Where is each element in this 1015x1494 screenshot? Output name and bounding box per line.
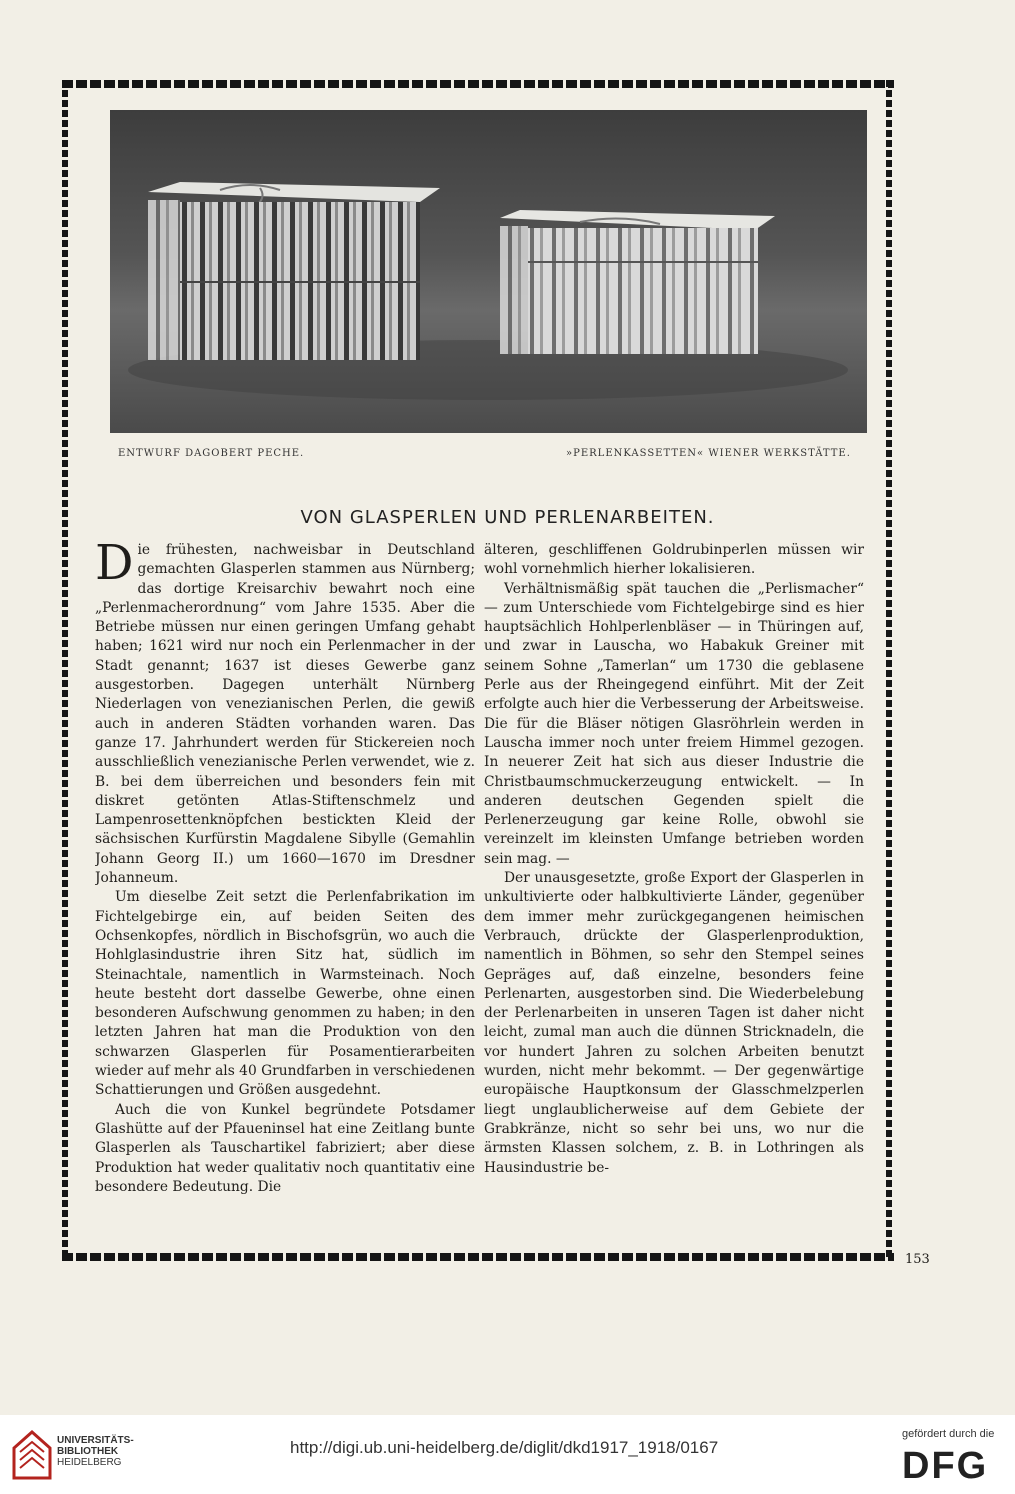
right-border (886, 80, 892, 1260)
bottom-border (62, 1253, 894, 1261)
library-line3: HEIDELBERG (57, 1457, 122, 1468)
library-name[interactable] (57, 1435, 134, 1468)
paragraph-text: ie frühesten, nachweisbar in Deutschland gemachten Glasperlen stammen aus Nürnberg; das dortige Kreisarchiv bewahrt noch eine „Perlenmacherordnung“ vom Jahre 1535. Aber die Betriebe müssen nur einen geringen Umfang gehabt haben; 1621 wird nur noch ein Perlenmacher in der Stadt genannt; 1637 ist dieses Gewerbe ganz ausgestorben. Dagegen unterhält Nürnberg Niederlagen von venezianischen Perlen, die gewiß auch in anderen Städten vorhanden waren. Das ganze 17. Jahrhundert werden für Stickereien noch ausschließlich venezianische Perlen verwendet, wie z. B. bei dem überreichen und besonders fein mit diskret getönten Atlas-Stiftenschmelz und Lampenrosettenknöpfchen bestickten Kleid der sächsischen Kurfürstin Magdalene Sibylle (Gemahlin Johann Georg II.) um 1660—1670 im Dresdner Johanneum. (95, 542, 475, 887)
source-url-link[interactable]: http://digi.ub.uni-heidelberg.de/diglit/dkd1917_1918/0167 (290, 1438, 719, 1457)
paragraph: Verhältnismäßig spät tauchen die „Perlismacher“ — zum Unterschiede vom Fichtelgebirge sind es hier hauptsächlich Hohlperlenbläser — in Thüringen auf, und zwar in Lauscha, wo Habakuk Greiner mit seinem Sohne „Tamerlan“ um 1730 die geblasene Perle aus der Rheingegend einführt. Mit der Zeit erfolgte auch hier die Verbesserung der Arbeitsweise. Die für die Bläser nötigen Glasröhrlein werden in Lauscha immer noch unter freiem Himmel gezogen. In neuerer Zeit hat sich aus dieser Industrie die Christbaumschmuckerzeugung entwickelt. — In anderen deutschen Gegenden spielt die Perlenerzeugung gar keine Rolle, obwohl sie vereinzelt im kleinsten Umfange betrieben worden sein mag. — (484, 580, 864, 867)
university-library-logo-icon[interactable] (12, 1430, 52, 1480)
funding-label: gefördert durch die (902, 1428, 995, 1440)
paragraph: älteren, geschliffenen Goldrubinperlen müssen wir wohl vornehmlich hierher lokalisieren. (484, 542, 864, 578)
paragraph (95, 541, 475, 888)
bead-boxes-illustration (110, 110, 867, 433)
library-line2: BIBLIOTHEK (57, 1446, 119, 1457)
caption-left: ENTWURF DAGOBERT PECHE. (118, 448, 305, 459)
caption-right: »PERLENKASSETTEN« WIENER WERKSTÄTTE. (566, 448, 851, 459)
right-column (484, 541, 864, 1251)
dfg-logo[interactable]: DFG (902, 1445, 989, 1487)
top-border (62, 80, 894, 88)
library-line1: UNIVERSITÄTS- (57, 1435, 134, 1446)
footer-bar (0, 1415, 1015, 1494)
paragraph: Um dieselbe Zeit setzt die Perlenfabrikation im Fichtelgebirge ein, auf beiden Seiten des Ochsenkopfes, nördlich in Bischofsgrün, wo auch die Hohlglasindustrie ihren Sitz hat, südlich im Steinachtale, namentlich in Warmsteinach. Noch heute besteht dort dasselbe Gewerbe, ohne einen besonderen Aufschwung genommen zu haben; in den letzten Jahren hat man die Produktion von den schwarzen Glasperlen für Posamentierarbeiten wieder auf mehr als 40 Grundfarben in verschiedenen Schattierungen und Größen ausgedehnt. (95, 889, 475, 1099)
left-column (95, 541, 475, 1251)
paragraph: Auch die von Kunkel begründete Potsdamer Glashütte auf der Pfaueninsel hat eine Zeitlang bunte Glasperlen als Tauschartikel fabriziert; aber diese Produktion hat weder qualitativ noch quantitativ eine besondere Bedeutung. Die (95, 1101, 475, 1195)
photo-bead-boxes (110, 110, 867, 433)
article-title: VON GLASPERLEN UND PERLENARBEITEN. (300, 507, 715, 528)
paragraph: Der unausgesetzte, große Export der Glasperlen in unkultivierte oder halbkultivierte Länder, gegenüber dem immer mehr zurückgegangenen heimischen Verbrauch, drückte der Glasperlenproduktion, namentlich in Böhmen, so sehr den Stempel seines Gepräges auf, daß einzelne, besonders feine Perlenarten, ausgestorben sind. Die Wiederbelebung der Perlenarbeiten in unseren Tagen ist daher nicht leicht, zumal man auch die dünnen Stricknadeln, die vor hundert Jahren zu solchen Arbeiten benutzt wurden, nicht mehr bekommt. — Der gegenwärtige europäische Hauptkonsum der Glasschmelzperlen liegt unglaublicherweise auf dem Gebiete der Grabkränze, nicht so sehr bei uns, wo nur die ärmsten Klassen solchem, z. B. in Lothringen als Hausindustrie be- (484, 870, 864, 1176)
page-number: 153 (905, 1252, 930, 1267)
drop-cap: D (95, 541, 134, 591)
left-border (62, 80, 68, 1260)
